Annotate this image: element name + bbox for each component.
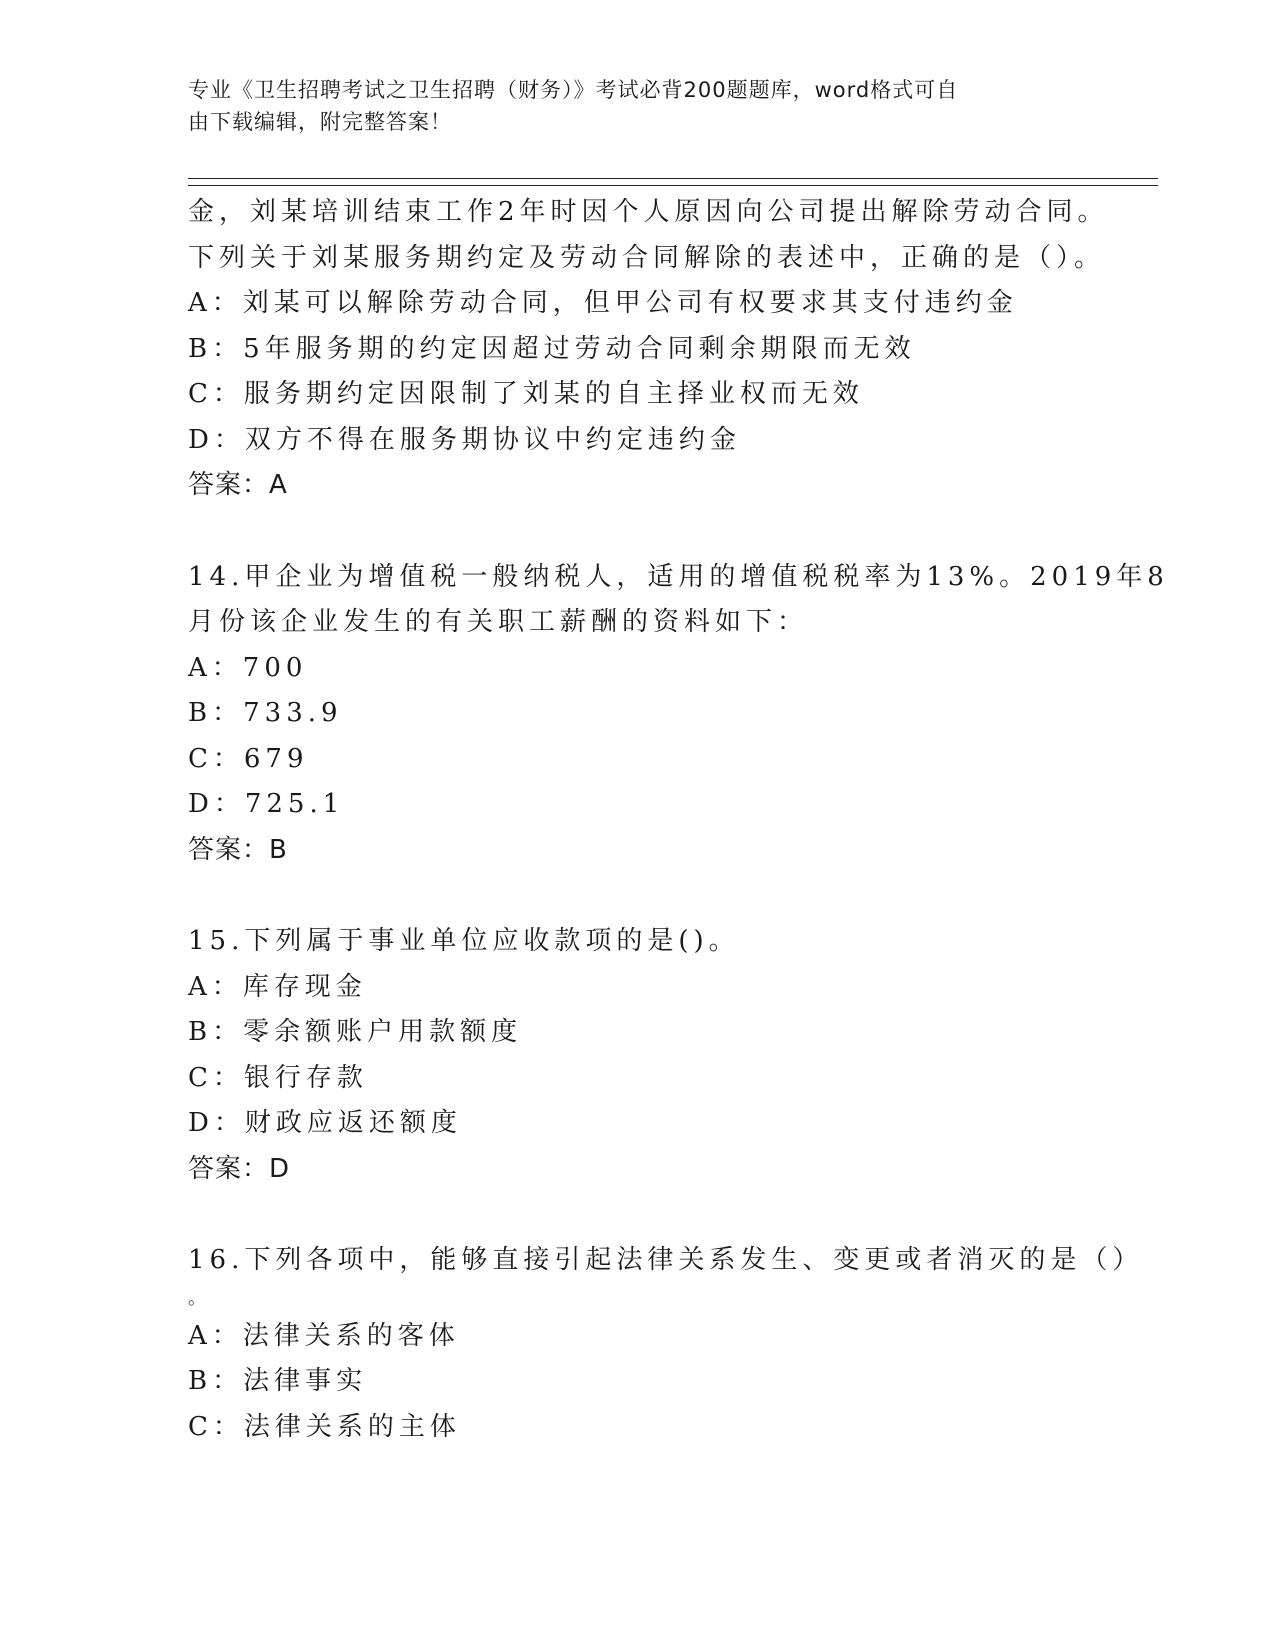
option-c: C：法律关系的主体 — [188, 1411, 461, 1442]
option-d: D：双方不得在服务期协议中约定违约金 — [188, 424, 741, 455]
question-stem: 金，刘某培训结束工作2年时因个人原因向公司提出解除劳动合同。 — [188, 197, 1109, 227]
page-header — [188, 74, 1088, 138]
spacer — [188, 873, 1088, 919]
spacer — [188, 1192, 1088, 1238]
question-16 — [188, 1238, 1144, 1450]
answer-line: 答案：D — [188, 1153, 291, 1184]
question-stem-continuation: 。 — [188, 1287, 211, 1309]
option-a: A：库存现金 — [188, 971, 367, 1002]
question-stem: 月份该企业发生的有关职工薪酬的资料如下： — [188, 607, 809, 637]
header-title-line-2: 由下载编辑，附完整答案！ — [188, 110, 452, 134]
question-stem: 15.下列属于事业单位应收款项的是()。 — [188, 926, 740, 956]
question-14 — [188, 555, 1169, 874]
question-stem: 14.甲企业为增值税一般纳税人，适用的增值税税率为13%。2019年8 — [188, 561, 1169, 592]
option-d: D：725.1 — [188, 789, 345, 819]
header-title-line-1: 专业《卫生招聘考试之卫生招聘（财务）》考试必背200题题库，word格式可自 — [188, 78, 959, 102]
option-d: D：财政应返还额度 — [188, 1108, 462, 1138]
question-13 — [188, 190, 1109, 509]
option-b: B：733.9 — [188, 698, 343, 728]
option-a: A：700 — [188, 652, 308, 683]
header-divider — [188, 178, 1158, 186]
option-b: B：5年服务期的约定因超过劳动合同剩余期限而无效 — [188, 333, 916, 364]
option-c: C：银行存款 — [188, 1062, 368, 1093]
answer-line: 答案：B — [188, 834, 288, 865]
answer-line: 答案：A — [188, 470, 288, 500]
question-stem: 16.下列各项中，能够直接引起法律关系发生、变更或者消灭的是（） — [188, 1245, 1144, 1275]
question-15 — [188, 919, 1088, 1192]
option-b: B：法律事实 — [188, 1366, 368, 1396]
spacer — [188, 509, 1088, 555]
option-c: C：679 — [188, 743, 309, 774]
option-c: C：服务期约定因限制了刘某的自主择业权而无效 — [188, 379, 864, 409]
question-stem: 下列关于刘某服务期约定及劳动合同解除的表述中，正确的是（）。 — [188, 242, 1106, 273]
option-a: A：刘某可以解除劳动合同，但甲公司有权要求其支付违约金 — [188, 288, 1018, 318]
option-b: B：零余额账户用款额度 — [188, 1017, 523, 1047]
option-a: A：法律关系的客体 — [188, 1320, 460, 1351]
question-list — [188, 190, 1169, 1450]
